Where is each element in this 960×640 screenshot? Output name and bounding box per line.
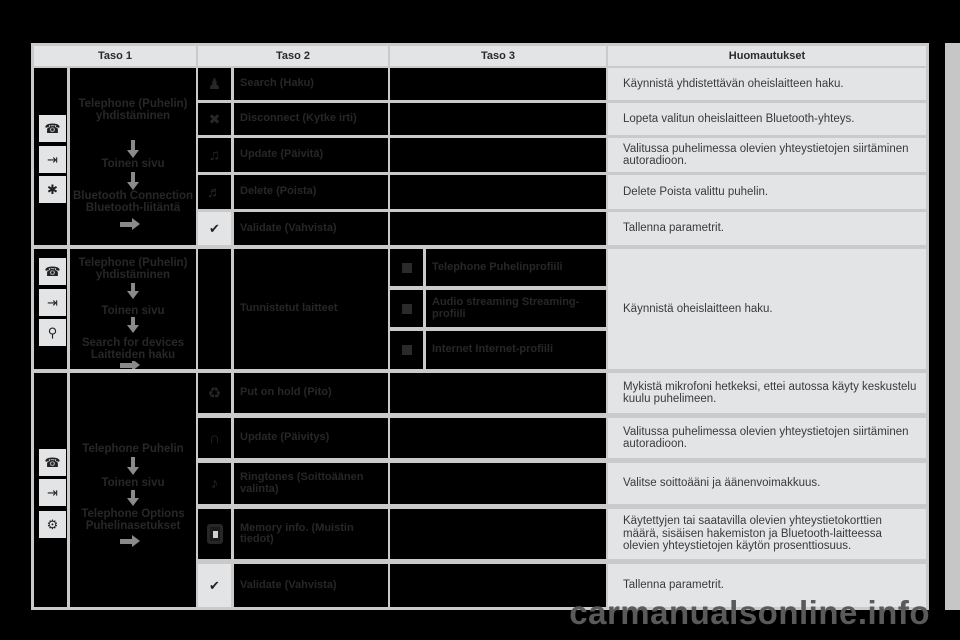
disconnect-icon[interactable]: ✖ <box>198 103 231 135</box>
arrow-right-icon <box>120 218 142 230</box>
arrow-down-icon <box>128 283 138 303</box>
option-ringtones[interactable]: Ringtones (Soittoäänen valinta) <box>234 463 388 504</box>
update-contacts-icon[interactable]: ∩ <box>198 418 231 458</box>
profile-audio-streaming[interactable]: Audio streaming Streaming-profiili <box>426 290 606 327</box>
bluetooth-icon: ✱ <box>39 176 66 203</box>
note: Lopeta valitun oheislaitteen Bluetooth-yhteys. <box>608 103 926 135</box>
search-devices-icon: ⚲ <box>39 319 66 346</box>
option-update[interactable]: Update (Päivitys) <box>234 418 388 458</box>
next-page-icon: ⇥ <box>39 146 66 173</box>
watermark: carmanualsonline.info <box>569 594 930 631</box>
level3-empty <box>390 373 606 413</box>
delete-icon[interactable]: ♬ <box>198 175 231 209</box>
note: Käynnistä yhdistettävän oheislaitteen haku. <box>608 68 926 100</box>
header-huomautukset: Huomautukset <box>608 46 926 66</box>
group3-icon-column <box>34 373 67 607</box>
hold-icon[interactable]: ♻ <box>198 373 231 413</box>
memory-icon[interactable] <box>198 509 231 559</box>
next-page-icon: ⇥ <box>39 479 66 506</box>
level3-empty <box>390 212 606 245</box>
profile-internet[interactable]: Internet Internet-profiili <box>426 331 606 369</box>
note: Tallenna parametrit. <box>608 564 926 607</box>
step-telephone: Telephone (Puhelin) yhdistäminen <box>78 257 188 281</box>
note: Delete Poista valittu puhelin. <box>608 175 926 209</box>
header-taso-3: Taso 3 <box>390 46 606 66</box>
step-search-devices: Search for devices Laitteiden haku <box>81 337 185 361</box>
profile-telephone[interactable]: Telephone Puhelinprofiili <box>426 249 606 286</box>
arrow-down-icon <box>128 172 138 192</box>
phonebook-icon: ☎ <box>39 258 66 285</box>
note: Tallenna parametrit. <box>608 212 926 245</box>
group3-level1-path <box>70 373 196 607</box>
group1-level1-path <box>70 68 196 245</box>
note: Mykistä mikrofoni hetkeksi, ettei autossa käyty keskustelu kuulu puhelimeen. <box>608 373 926 413</box>
option-search[interactable]: Search (Haku) <box>234 68 388 100</box>
step-bluetooth-connection: Bluetooth Connection Bluetooth-liitäntä <box>72 190 194 214</box>
level3-empty <box>390 103 606 135</box>
note: Valitse soittoääni ja äänenvoimakkuus. <box>608 463 926 504</box>
option-disconnect[interactable]: Disconnect (Kytke irti) <box>234 103 388 135</box>
arrow-down-icon <box>128 317 138 335</box>
level2-icon-empty <box>198 249 231 369</box>
option-update[interactable]: Update (Päivitä) <box>234 138 388 172</box>
step-toinen-sivu: Toinen sivu <box>101 158 165 170</box>
level3-empty <box>390 418 606 458</box>
level3-empty <box>390 175 606 209</box>
update-icon[interactable]: ♫ <box>198 138 231 172</box>
level3-empty <box>390 138 606 172</box>
note: Valitussa puhelimessa olevien yhteystietojen siirtäminen autoradioon. <box>608 138 926 172</box>
next-page-icon: ⇥ <box>39 289 66 316</box>
note: Käytettyjen tai saatavilla olevien yhteystietokorttien määrä, sisäisen hakemiston ja Bluetooth-laitteessa olevien yhteystietojen käytön prosenttiosuus. <box>608 509 926 559</box>
check-icon[interactable]: ✔ <box>198 212 231 245</box>
option-validate[interactable]: Validate (Vahvista) <box>234 564 388 607</box>
level3-empty <box>390 68 606 100</box>
group2-level1-path <box>70 249 196 369</box>
checkbox-icon[interactable] <box>390 249 423 286</box>
search-person-icon[interactable]: ♟ <box>198 68 231 100</box>
phonebook-icon: ☎ <box>39 449 66 476</box>
arrow-down-icon <box>128 490 138 510</box>
arrow-right-icon <box>120 361 142 369</box>
checkbox-icon[interactable] <box>390 331 423 369</box>
option-recognized-devices[interactable]: Tunnistetut laitteet <box>234 249 388 369</box>
checkbox-icon[interactable] <box>390 290 423 327</box>
option-validate[interactable]: Validate (Vahvista) <box>234 212 388 245</box>
step-toinen-sivu: Toinen sivu <box>101 305 165 317</box>
step-toinen-sivu: Toinen sivu <box>101 477 165 489</box>
header-taso-2: Taso 2 <box>198 46 388 66</box>
note: Käynnistä oheislaitteen haku. <box>608 249 926 369</box>
header-taso-1: Taso 1 <box>34 46 196 66</box>
page-edge-bar <box>945 43 960 610</box>
ringtone-icon[interactable]: ♪ <box>198 463 231 504</box>
level3-empty <box>390 463 606 504</box>
step-telephone: Telephone Puhelin <box>82 443 184 455</box>
note: Valitussa puhelimessa olevien yhteystietojen siirtäminen autoradioon. <box>608 418 926 458</box>
level3-empty <box>390 509 606 559</box>
arrow-right-icon <box>120 535 142 547</box>
check-icon[interactable]: ✔ <box>198 564 231 607</box>
option-delete[interactable]: Delete (Poista) <box>234 175 388 209</box>
phonebook-icon: ☎ <box>39 115 66 142</box>
option-memory-info[interactable]: Memory info. (Muistin tiedot) <box>234 509 388 559</box>
step-telephone-options: Telephone Options Puhelinasetukset <box>81 508 185 532</box>
step-telephone: Telephone (Puhelin) yhdistäminen <box>78 98 188 122</box>
group2-icon-column <box>34 249 67 369</box>
arrow-down-icon <box>128 457 138 479</box>
phone-options-icon: ⚙ <box>39 511 66 538</box>
option-put-on-hold[interactable]: Put on hold (Pito) <box>234 373 388 413</box>
group1-icon-column <box>34 68 67 245</box>
arrow-down-icon <box>128 140 138 160</box>
